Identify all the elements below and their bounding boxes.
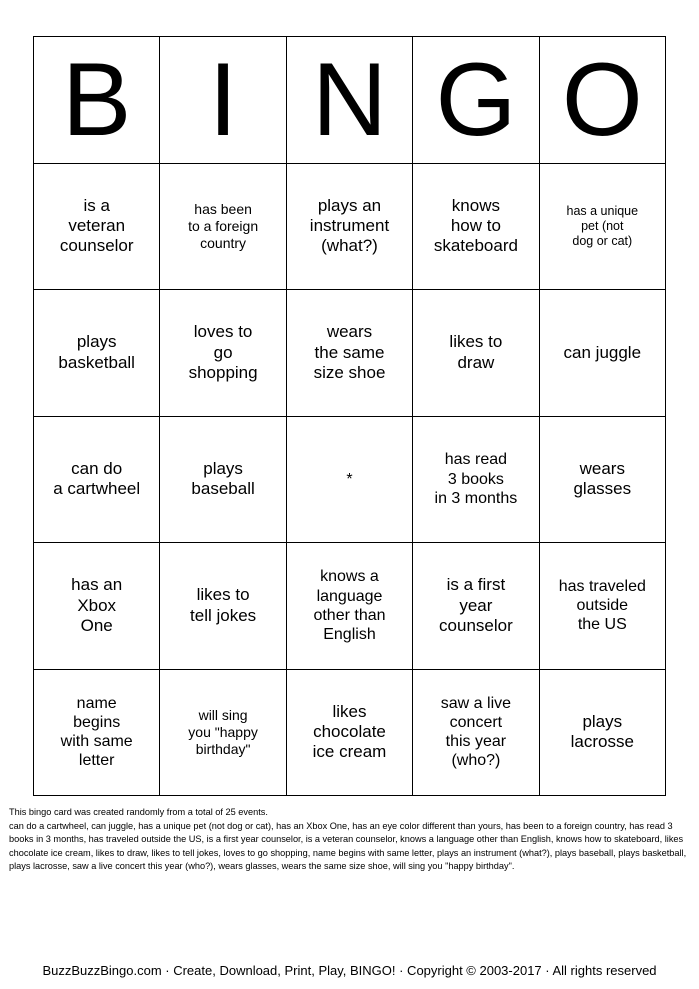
- bingo-cell-text: plays an instrument (what?): [309, 195, 390, 256]
- bingo-cell: [413, 164, 539, 291]
- bingo-cell-text: saw a live concert this year (who?): [440, 694, 512, 770]
- bingo-cell: [160, 670, 286, 797]
- header-letter-o: O: [540, 37, 666, 164]
- bingo-cell: [540, 543, 666, 670]
- bingo-cell-text: has traveled outside the US: [558, 577, 646, 634]
- site-footer: BuzzBuzzBingo.com · Create, Download, Print, Play, BINGO! · Copyright © 2003-2017 · All rights reserved: [42, 963, 657, 978]
- bingo-cell-text: *: [346, 470, 353, 488]
- bingo-cell-text: name begins with same letter: [60, 694, 133, 770]
- bingo-cell: [287, 164, 413, 291]
- card-footnote: [9, 806, 692, 874]
- bingo-cell: [540, 290, 666, 417]
- bingo-cell-text: plays lacrosse: [570, 711, 634, 752]
- bingo-cell: [287, 670, 413, 797]
- bingo-cell-text: loves to go shopping: [188, 322, 258, 382]
- bingo-cell: [160, 543, 286, 670]
- bingo-cell: [413, 543, 539, 670]
- bingo-cell-text: likes to tell jokes: [190, 585, 257, 625]
- header-letter-g: G: [413, 37, 539, 164]
- bingo-cell: [160, 417, 286, 544]
- bingo-cell-text: has read 3 books in 3 months: [434, 451, 518, 507]
- bingo-cell-text: likes to draw: [449, 332, 503, 372]
- bingo-cell: [34, 670, 160, 797]
- bingo-cell-text: can juggle: [563, 342, 642, 362]
- bingo-cell-text: will sing you "happy birthday": [188, 707, 258, 757]
- bingo-cell-free-space: [287, 417, 413, 544]
- bingo-cell-text: likes chocolate ice cream: [312, 701, 387, 762]
- header-letter-i: I: [160, 37, 286, 164]
- bingo-cell-text: knows a language other than English: [313, 568, 386, 643]
- bingo-cell-text: has been to a foreign country: [188, 201, 259, 251]
- bingo-cell-text: wears glasses: [573, 458, 632, 499]
- footnote-intro: This bingo card was created randomly from a total of 25 events.: [9, 807, 268, 817]
- bingo-cell: [540, 417, 666, 544]
- bingo-cell: [287, 290, 413, 417]
- bingo-cell: [540, 670, 666, 797]
- bingo-cell-text: plays baseball: [191, 458, 255, 499]
- footnote-events: can do a cartwheel, can juggle, has a unique pet (not dog or cat), has an Xbox One, has an eye color different than yours, has been to a foreign country, has read 3 books in 3 months, has traveled outside the US, is a first year counselor, is a veteran counselor, knows a language other than English, knows how to skateboard, likes chocolate ice cream, likes to draw, likes to tell jokes, loves to go shopping, name begins with same letter, plays an instrument (what?), plays baseball, plays basketball, plays lacrosse, saw a live concert this year (who?), wears glasses, wears the same size shoe, will sing you "happy birthday".: [9, 820, 687, 871]
- bingo-cell: [540, 164, 666, 291]
- bingo-cell: [287, 543, 413, 670]
- bingo-cell: [34, 417, 160, 544]
- bingo-cell-text: has a unique pet (not dog or cat): [566, 203, 639, 248]
- bingo-cell-text: has an Xbox One: [71, 575, 123, 635]
- bingo-card: [33, 36, 666, 796]
- bingo-cell: [34, 290, 160, 417]
- bingo-cell: [413, 290, 539, 417]
- bingo-cell-text: is a first year counselor: [439, 575, 513, 635]
- header-letter-b: B: [34, 37, 160, 164]
- bingo-cell: [160, 164, 286, 291]
- bingo-cell: [34, 543, 160, 670]
- bingo-cell: [413, 417, 539, 544]
- bingo-cell: [160, 290, 286, 417]
- bingo-cell-text: knows how to skateboard: [433, 195, 518, 256]
- bingo-cell-text: plays basketball: [58, 332, 135, 372]
- bingo-cell-text: wears the same size shoe: [313, 322, 386, 382]
- bingo-cell-text: can do a cartwheel: [53, 458, 141, 499]
- bingo-cell: [34, 164, 160, 291]
- bingo-cell: [413, 670, 539, 797]
- bingo-cell-text: is a veteran counselor: [59, 195, 134, 256]
- header-letter-n: N: [287, 37, 413, 164]
